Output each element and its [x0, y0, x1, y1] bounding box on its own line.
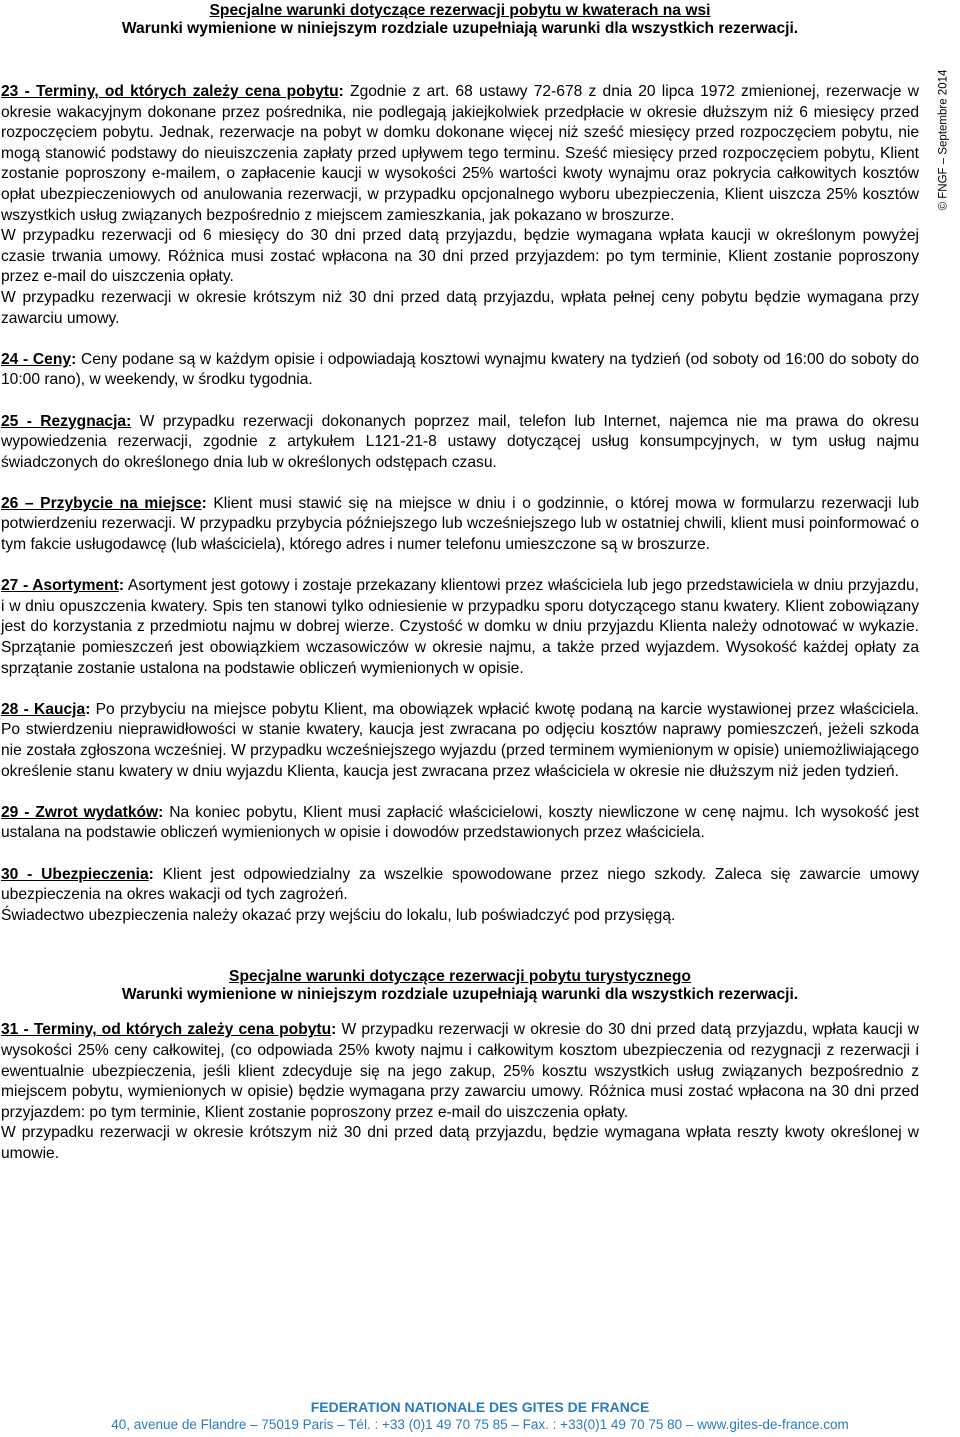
article-27-term: 27 - Asortyment: [1, 577, 119, 595]
section-title-2: Specjalne warunki dotyczące rezerwacji pobytu turystycznego: [229, 968, 691, 986]
article-26-term: 26 – Przybycie na miejsce: [1, 494, 202, 512]
section-heading-2: [1, 968, 919, 1004]
article-25-text: W przypadku rezerwacji dokonanych poprzez mail, telefon lub Internet, najemca nie ma prawa do okresu wypowiedzenia rezerwacji, zgodnie z artykułem L121-21-8 ustawy dotyczącej usług konsumpcyjnych, w tym usług najmu świadczonych do określonego dnia lub w określonych odstępach czasu.: [1, 412, 920, 471]
footer-organization: FEDERATION NATIONALE DES GITES DE FRANCE: [310, 1399, 650, 1415]
section-subtitle-2: Warunki wymienione w niniejszym rozdziale uzupełniają warunki dla wszystkich rezerwacji.: [121, 986, 799, 1004]
article-28: 28 - Kaucja: Po przybyciu na miejsce pobytu Klient, ma obowiązek wpłacić kwotę podaną na karcie wystawionej przez właściciela. Po stwierdzeniu nieprawidłowości w stanie kwatery, kaucja jest zwracana po odjęciu kosztów naprawy pomieszczeń, jeżeli szkoda nie została zgłoszona wcześniej. W przypadku wcześniejszego wyjazdu (przed terminem wymienionym w opisie) uniemożliwiającego określenie stanu kwatery w dniu wyjazdu Klienta, kaucja jest zwracana przez właściciela w okresie nie dłuższym niż jeden tydzień.: [1, 700, 919, 780]
section-subtitle-1: Warunki wymienione w niniejszym rozdziale uzupełniają warunki dla wszystkich rezerwacji.: [121, 20, 799, 37]
article-30-term: 30 - Ubezpieczenia: [1, 865, 149, 883]
article-31-p2: W przypadku rezerwacji w okresie krótszym niż 30 dni przed datą przyjazdu, będzie wymagana wpłata reszty kwoty określonej w umowie.: [1, 1124, 919, 1162]
article-29-term: 29 - Zwrot wydatków: [1, 803, 159, 821]
article-29: 29 - Zwrot wydatków: Na koniec pobytu, Klient musi zapłacić właścicielowi, koszty niewliczone w cenę najmu. Ich wysokość jest ustalana na podstawie obliczeń wymienionych w opisie i dowodów przedstawionych przez właściciela.: [1, 803, 919, 842]
article-26-text: Klient musi stawić się na miejsce w dniu i o godzinnie, o której mowa w formularzu rezerwacji lub potwierdzeniu rezerwacji. W przypadku przybycia późniejszego lub wcześniejszego lub w ostatniej chwili, klient musi poinformować o tym fakcie usługodawcę (lub właściciela), którego adres i numer telefonu umieszczone są w broszurze.: [1, 494, 919, 554]
article-31-text: W przypadku rezerwacji w okresie do 30 dni przed datą przyjazdu, wpłata kaucji w wysokości 25% ceny całkowitej, (co odpowiada 25% kwoty najmu i całkowitym kosztom ubezpieczenia od rezygnacji z rezerwacji i ewentualnie ubezpieczenia, jeśli klient zdecyduje się na jego zakup, 25% kosztu wszystkich usług związanych bezpośrednio z miejscem pobytu, wymienionych w opisie) będzie wymagana przy zawarciu umowy. Różnica musi zostać wpłacona na 30 dni przed przyjazdem: po tym terminie, Klient zostanie poproszony przez e-mail do uiszczenia opłaty.: [1, 1021, 919, 1121]
article-30: 30 - Ubezpieczenia: Klient jest odpowiedzialny za wszelkie spowodowane przez niego szkody. Zaleca się zawarcie umowy ubezpieczenia na okres wakacji od tych zagrożeń.: [1, 865, 919, 904]
article-31: 31 - Terminy, od których zależy cena pobytu: W przypadku rezerwacji w okresie do 30 dni przed datą przyjazdu, wpłata kaucji w wysokości 25% ceny całkowitej, (co odpowiada 25% kwoty najmu i całkowitym kosztom ubezpieczenia od rezygnacji z rezerwacji i ewentualnie ubezpieczenia, jeśli klient zdecyduje się na jego zakup, 25% kosztu wszystkich usług związanych bezpośrednio z miejscem pobytu, wymienionych w opisie) będzie wymagana przy zawarciu umowy. Różnica musi zostać wpłacona na 30 dni przed przyjazdem: po tym terminie, Klient zostanie poproszony przez e-mail do uiszczenia opłaty.: [1, 1021, 919, 1121]
article-27-text: Asortyment jest gotowy i zostaje przekazany klientowi przez właściciela lub jego przedstawiciela w dniu przyjazdu, i w dniu opuszczenia kwatery. Spis ten stanowi tylko odniesienie w przypadku sporu dotyczącego stanu kwatery. Klient zobowiązany jest do korzystania z przedmiotu najmu w dobrej wierze. Czystość w domku w dniu przyjazdu Klienta należy odnotować w wykazie. Sprzątanie pomieszczeń jest obowiązkiem wczasowiczów w okresie najmu, a także przed wyjazdem. Wysokość każdej opłaty za sprzątanie zostanie ustalona na podstawie obliczeń wymienionych w opisie.: [1, 577, 919, 677]
article-23-term: 23 - Terminy, od których zależy cena pobytu: [1, 83, 339, 100]
section-title-1: Specjalne warunki dotyczące rezerwacji pobytu w kwaterach na wsi: [209, 2, 711, 19]
article-23: 23 - Terminy, od których zależy cena pobytu: Zgodnie z art. 68 ustawy 72-678 z dnia 20 lipca 1972 zmienionej, rezerwacje w okresie wakacyjnym dokonane przez pośrednika, nie podlegają jakiejkolwiek przedpłacie w okresie dłuższym niż 6 miesięcy przed rozpoczęciem pobytu. Jednak, rezerwacje na pobyt w domku dokonane więcej niż sześć miesięcy przed rozpoczęciem pobytu, nie mogą stanowić podstawy do nieuiszczenia zapłaty przed upływem tego terminu. Sześć miesięcy przed rozpoczęciem pobytu, Klient zostanie poproszony e-mailem, o zapłacenie kaucji w wysokości 25% wartości kwoty wynajmu oraz pokrycia całkowitych kosztów opłat ubezpieczeniowych od anulowania rezerwacji, w przypadku opcjonalnego wyboru ubezpieczenia, Klient uiszcza 25% kosztów wszystkich usług związanych bezpośrednio z miejscem zamieszkania, jak pokazano w broszurze.: [1, 83, 919, 224]
article-23-p2: W przypadku rezerwacji od 6 miesięcy do 30 dni przed datą przyjazdu, będzie wymagana wpłata kaucji w określonym powyżej czasie trwania umowy. Różnica musi zostać wpłacona na 30 dni przed przyjazdem: po tym terminie, Klient zostanie poproszony przez e-mail do uiszczenia opłaty.: [1, 227, 919, 286]
article-27: 27 - Asortyment: Asortyment jest gotowy i zostaje przekazany klientowi przez właściciela lub jego przedstawiciela w dniu przyjazdu, i w dniu opuszczenia kwatery. Spis ten stanowi tylko odniesienie w przypadku sporu dotyczącego stanu kwatery. Klient zobowiązany jest do korzystania z przedmiotu najmu w dobrej wierze. Czystość w domku w dniu przyjazdu Klienta należy odnotować w wykazie. Sprzątanie pomieszczeń jest obowiązkiem wczasowiczów w okresie najmu, a także przed wyjazdem. Wysokość każdej opłaty za sprzątanie zostanie ustalona na podstawie obliczeń wymienionych w opisie.: [1, 577, 919, 677]
article-28-text: Po przybyciu na miejsce pobytu Klient, ma obowiązek wpłacić kwotę podaną na karcie wystawionej przez właściciela. Po stwierdzeniu nieprawidłowości w stanie kwatery, kaucja jest zwracana po odjęciu kosztów naprawy pomieszczeń, jeżeli szkoda nie została zgłoszona wcześniej. W przypadku wcześniejszego wyjazdu (przed terminem wymienionym w opisie) uniemożliwiającego określenie stanu kwatery w dniu wyjazdu Klienta, kaucja jest zwracana przez właściciela w okresie nie dłuższym niż jeden tydzień.: [1, 700, 919, 780]
article-29-text: Na koniec pobytu, Klient musi zapłacić właścicielowi, koszty niewliczone w cenę najmu. Ich wysokość jest ustalana na podstawie obliczeń wymienionych w opisie i dowodów przedstawionych przez właściciela.: [1, 803, 919, 842]
article-24-term: 24 - Ceny: [1, 350, 72, 368]
article-28-term: 28 - Kaucja: [1, 700, 86, 718]
article-25: [1, 412, 919, 474]
article-24: 24 - Ceny: Ceny podane są w każdym opisie i odpowiadają kosztowi wynajmu kwatery na tydzień (od soboty od 16:00 do soboty do 10:00 rano), w weekendy, w środku tygodnia.: [1, 350, 920, 389]
article-23-p3: W przypadku rezerwacji w okresie krótszym niż 30 dni przed datą przyjazdu, wpłata pełnej ceny pobytu będzie wymagana przy zawarciu umowy.: [1, 288, 919, 327]
article-31-term: 31 - Terminy, od których zależy cena pobytu: [1, 1021, 332, 1039]
copyright-text: © FNGF – Septembre 2014: [937, 69, 950, 211]
copyright-mark: [930, 30, 956, 250]
section-heading-1: [1, 2, 919, 38]
article-24-text: Ceny podane są w każdym opisie i odpowiadają kosztowi wynajmu kwatery na tydzień (od soboty od 16:00 do soboty do 10:00 rano), w weekendy, w środku tygodnia.: [1, 350, 920, 389]
article-30-text: Klient jest odpowiedzialny za wszelkie spowodowane przez niego szkody. Zaleca się zawarcie umowy ubezpieczenia na okres wakacji od tych zagrożeń.: [1, 865, 919, 904]
article-30-p2: Świadectwo ubezpieczenia należy okazać przy wejściu do lokalu, lub poświadczyć pod przysięgą.: [1, 906, 676, 924]
article-25-term: 25 - Rezygnacja:: [1, 412, 132, 430]
article-23-text: Zgodnie z art. 68 ustawy 72-678 z dnia 20 lipca 1972 zmienionej, rezerwacje w okresie wakacyjnym dokonane przez pośrednika, nie podlegają jakiejkolwiek przedpłacie w okresie dłuższym niż 6 miesięcy przed rozpoczęciem pobytu. Jednak, rezerwacje na pobyt w domku dokonane więcej niż sześć miesięcy przed rozpoczęciem pobytu, nie mogą stanowić podstawy do nieuiszczenia zapłaty przed upływem tego terminu. Sześć miesięcy przed rozpoczęciem pobytu, Klient zostanie poproszony e-mailem, o zapłacenie kaucji w wysokości 25% wartości kwoty wynajmu oraz pokrycia całkowitych kosztów opłat ubezpieczeniowych od anulowania rezerwacji, w przypadku opcjonalnego wyboru ubezpieczenia, Klient uiszcza 25% kosztów wszystkich usług związanych bezpośrednio z miejscem zamieszkania, jak pokazano w broszurze.: [1, 83, 919, 224]
footer-address: 40, avenue de Flandre – 75019 Paris – Tél. : +33 (0)1 49 70 75 85 – Fax. : +33(0)1 49 70 75 80 – www.gites-de-france.com: [111, 1417, 849, 1432]
article-26: 26 – Przybycie na miejsce: Klient musi stawić się na miejsce w dniu i o godzinnie, o której mowa w formularzu rezerwacji lub potwierdzeniu rezerwacji. W przypadku przybycia późniejszego lub wcześniejszego lub w ostatniej chwili, klient musi poinformować o tym fakcie usługodawcę (lub właściciela), którego adres i numer telefonu umieszczone są w broszurze.: [1, 494, 919, 554]
